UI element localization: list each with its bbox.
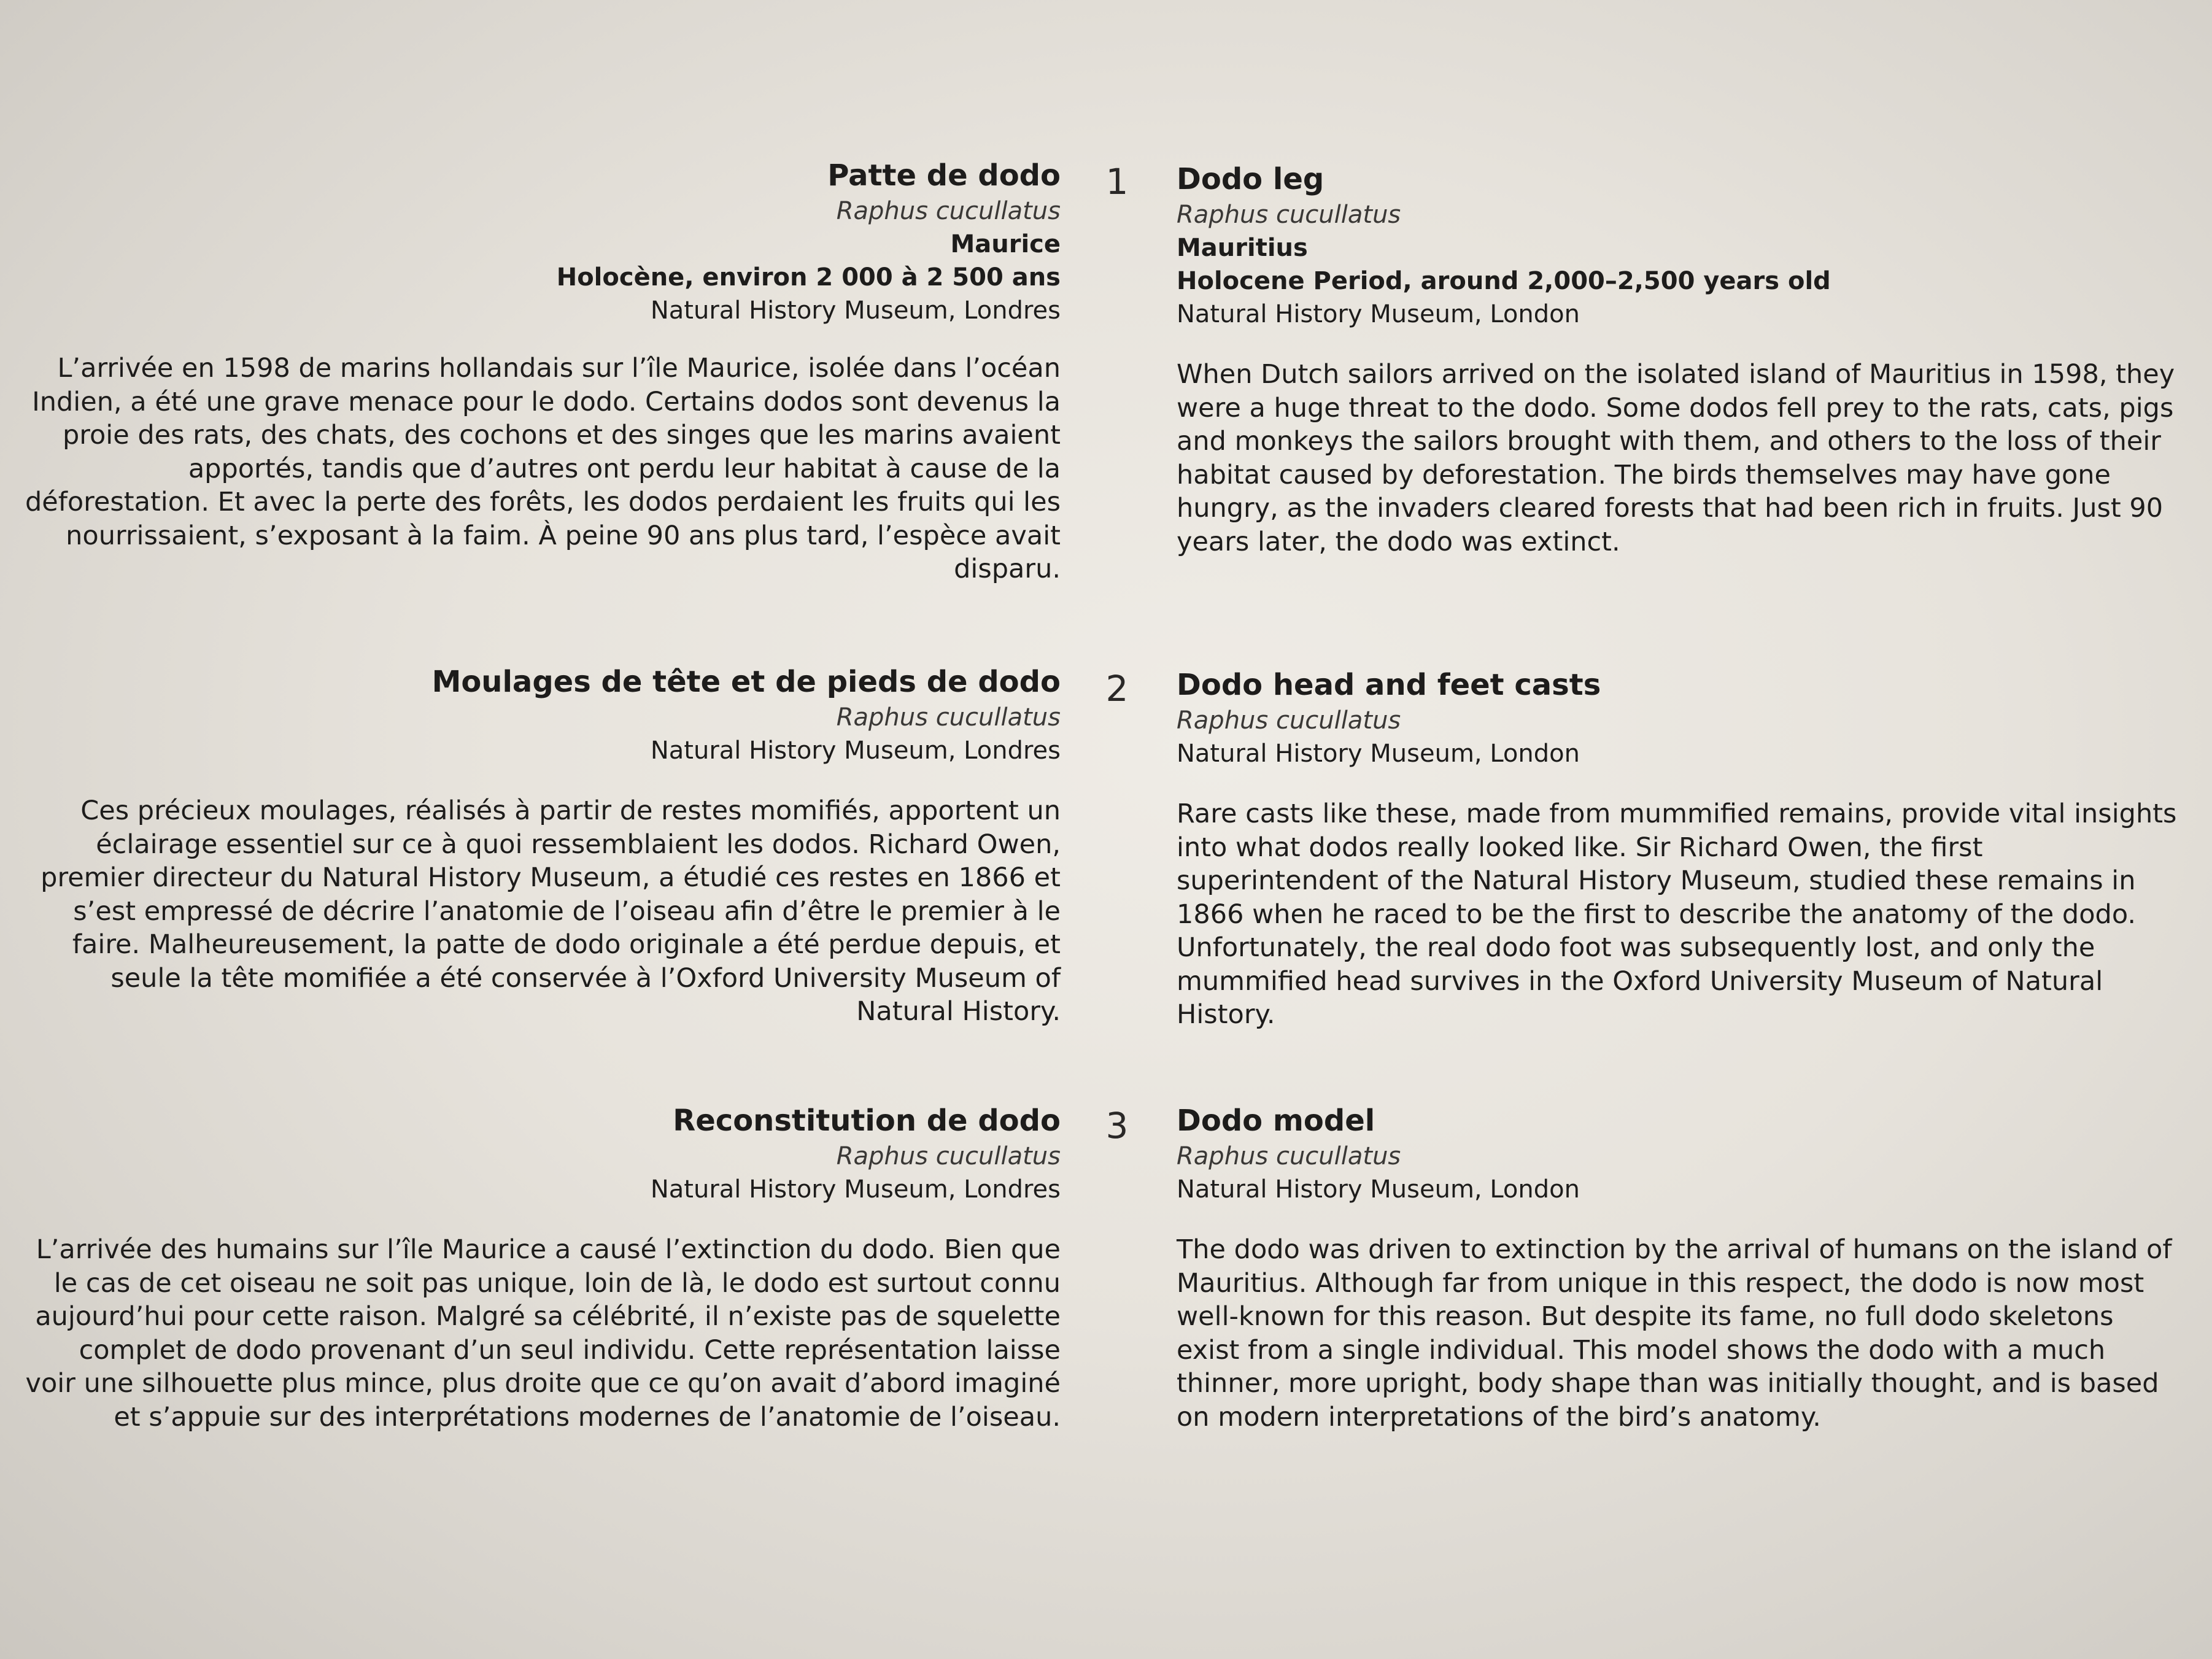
description-en: When Dutch sailors arrived on the isolated island of Mauritius in 1598, they were a huge threat to the dodo. Some dodos fell prey to the rats, cats, pigs and monkeys the sailors brought with them, and others to the loss of their habitat caused by deforestation. The birds themselves may have gone hungry, as the invaders cleared forests that had been rich in fruits. Just 90 years later, the dodo was extinct.: [1177, 359, 2175, 557]
source-en: Natural History Museum, London: [1177, 300, 1580, 328]
entry-3-english: [1177, 1102, 2183, 1434]
description-fr: Ces précieux moulages, réalisés à partir de restes momifiés, apportent un éclairage essentiel sur ce à quoi ressemblaient les dodos. Richard Owen, premier directeur du Natural History Museum, a étudié ces restes en 1866 et s’est empressé de décrire l’anatomie de l’oiseau afin d’être le premier à le faire. Malheureusement, la patte de dodo originale a été perdue depuis, et seule la tête momifiée a été conservée à l’Oxford University Museum of Natural History.: [41, 795, 1061, 1027]
description-en: Rare casts like these, made from mummified remains, provide vital insights into what dodos really looked like. Sir Richard Owen, the first superintendent of the Natural History Museum, studied these remains in 1866 when he raced to be the first to describe the anatomy of the dodo. Unfortunately, the real dodo foot was subsequently lost, and only the mummified head survives in the Oxford University Museum of Natural History.: [1177, 799, 2177, 1030]
entry-title-en: Dodo leg: [1177, 162, 1324, 196]
entry-number: 2: [1105, 668, 1129, 710]
entry-1-french: [25, 157, 1061, 586]
scientific-name-fr: Raphus cucullatus: [836, 197, 1061, 225]
scientific-name-fr: Raphus cucullatus: [836, 703, 1061, 732]
age-en: Holocene Period, around 2,000–2,500 years old: [1177, 267, 1831, 295]
description-en: The dodo was driven to extinction by the arrival of humans on the island of Mauritius. Although far from unique in this respect, the dodo is now most well-known for this reason. But despite its fame, no full dodo skeletons exist from a single individual. This model shows the dodo with a much thinner, more upright, body shape than was initially thought, and is based on modern interpretations of the bird’s anatomy.: [1177, 1234, 2172, 1433]
entry-number: 3: [1105, 1105, 1129, 1147]
locality-en: Mauritius: [1177, 234, 1308, 262]
entry-2-english: [1177, 666, 2183, 1032]
entry-3-french: [25, 1102, 1061, 1434]
age-fr: Holocène, environ 2 000 à 2 500 ans: [556, 263, 1061, 292]
entry-number: 1: [1105, 161, 1129, 203]
entry-title-fr: Reconstitution de dodo: [673, 1104, 1061, 1138]
entry-title-fr: Patte de dodo: [827, 158, 1061, 193]
source-fr: Natural History Museum, Londres: [650, 296, 1061, 325]
scientific-name-en: Raphus cucullatus: [1177, 1142, 1401, 1170]
entry-1-english: [1177, 160, 2183, 559]
scientific-name-en: Raphus cucullatus: [1177, 201, 1401, 229]
scientific-name-fr: Raphus cucullatus: [836, 1142, 1061, 1170]
scientific-name-en: Raphus cucullatus: [1177, 706, 1401, 735]
entry-title-en: Dodo head and feet casts: [1177, 668, 1601, 702]
source-en: Natural History Museum, London: [1177, 740, 1580, 768]
entry-2-french: [25, 663, 1061, 1029]
description-fr: L’arrivée en 1598 de marins hollandais sur l’île Maurice, isolée dans l’océan Indien, a été une grave menace pour le dodo. Certains dodos sont devenus la proie des rats, des chats, des cochons et des singes que les marins avaient apportés, tandis que d’autres ont perdu leur habitat à cause de la déforestation. Et avec la perte des forêts, les dodos perdaient les fruits qui les nourrissaient, s’exposant à la faim. À peine 90 ans plus tard, l’espèce avait disparu.: [25, 353, 1061, 584]
source-fr: Natural History Museum, Londres: [650, 737, 1061, 765]
entry-title-en: Dodo model: [1177, 1104, 1375, 1138]
source-en: Natural History Museum, London: [1177, 1175, 1580, 1204]
locality-fr: Maurice: [950, 230, 1061, 258]
description-fr: L’arrivée des humains sur l’île Maurice a causé l’extinction du dodo. Bien que le cas de cet oiseau ne soit pas unique, loin de là, le dodo est surtout connu aujourd’hui pour cette raison. Malgré sa célébrité, il n’existe pas de squelette complet de dodo provenant d’un seul individu. Cette représentation laisse voir une silhouette plus mince, plus droite que ce qu’on avait d’abord imaginé et s’appuie sur des interprétations modernes de l’anatomie de l’oiseau.: [25, 1234, 1061, 1433]
source-fr: Natural History Museum, Londres: [650, 1175, 1061, 1204]
entry-title-fr: Moulages de tête et de pieds de dodo: [431, 665, 1061, 699]
